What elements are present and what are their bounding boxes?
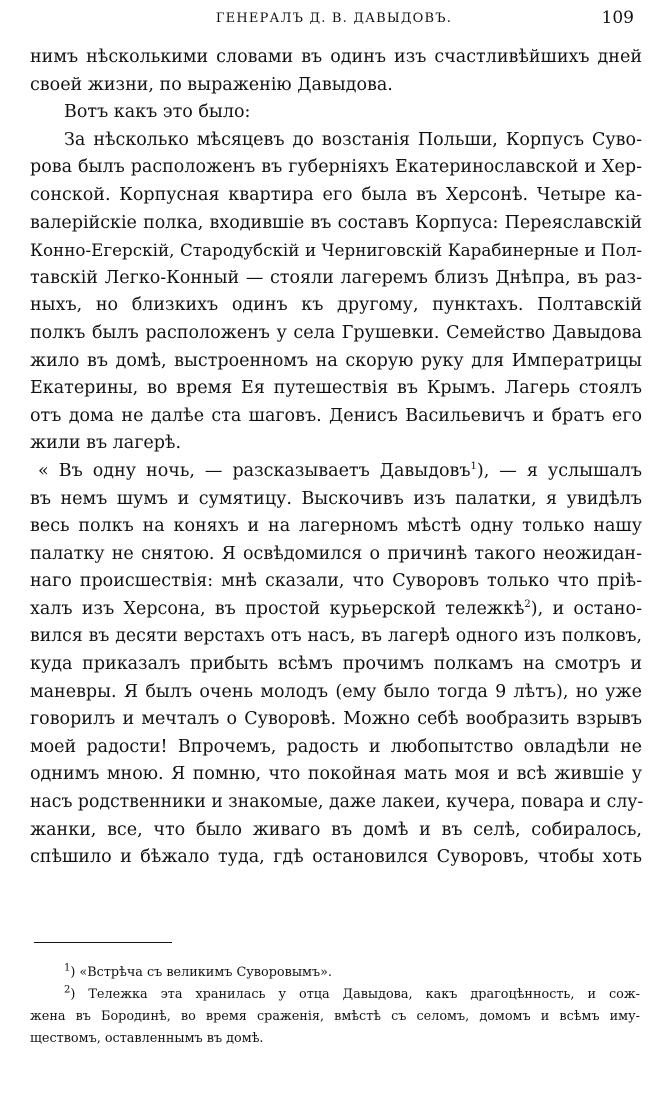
text-line: жило въ домѣ, выстроенномъ на скорую руку для Императрицы — [30, 350, 642, 371]
text-line: сонской. Корпусная квартира его была въ Херсонѣ. Четыре ка- — [30, 184, 642, 205]
text-segment: « Въ одну ночь, — разсказываетъ Давыдовъ — [38, 460, 471, 481]
text-line: говорилъ и мечталъ о Суворовѣ. Можно себѣ вообразить взрывъ — [30, 709, 642, 730]
text-line: нимъ нѣсколькими словами въ одинъ изъ счастливѣйшихъ дней — [30, 47, 642, 67]
text-line: Екатерины, во время Ея путешествія въ Крымъ. Лагерь стоялъ — [30, 378, 642, 399]
footnote-ref: 1 — [470, 461, 477, 473]
text-line: въ немъ шумъ и сумятицу. Выскочивъ изъ палатки, я увидѣлъ — [30, 488, 642, 509]
text-line: вился въ десяти верстахъ отъ насъ, въ лагерѣ одного изъ полковъ, — [30, 626, 642, 647]
footnotes — [30, 962, 640, 1050]
text-line: жанки, все, что было живаго въ домѣ и въ селѣ, собиралось, — [30, 819, 642, 840]
footnote-marker: 2 — [64, 984, 71, 996]
text-line — [30, 458, 642, 486]
page-header — [30, 8, 638, 30]
text-segment: ), и остано- — [530, 598, 642, 619]
text-line: полкъ былъ расположенъ у села Грушевки. Семейство Давыдова — [30, 322, 642, 343]
text-segment: халъ изъ Херсона, въ простой курьерской тележкѣ — [30, 598, 525, 619]
text-line: Конно-Егерскій, Стародубскій и Черниговскій Карабинерные и Пол- — [30, 240, 642, 261]
text-line — [30, 596, 642, 624]
text-line: наго происшествія: мнѣ сказали, что Суворовъ только что пріѣ- — [30, 571, 642, 592]
footnote-2-line: ществомъ, оставленнымъ въ домѣ. — [30, 1031, 264, 1046]
text-line: ныхъ, но близкихъ одинъ къ другому, пунктахъ. Полтавскій — [30, 295, 642, 316]
footnote-text: ) «Встрѣча съ великимъ Суворовымъ». — [70, 965, 332, 980]
footnote-marker: 1 — [64, 962, 71, 974]
text-line: рова былъ расположенъ въ губерніяхъ Екатеринославской и Хер- — [30, 157, 642, 178]
footnote-1 — [30, 962, 640, 984]
text-line: моей радости! Впрочемъ, радость и любопытство овладѣли не — [30, 736, 642, 757]
text-line: куда приказалъ прибыть всѣмъ прочимъ полкамъ на смотръ и — [30, 654, 642, 675]
footnote-2 — [30, 984, 640, 1006]
text-line: валерійскіе полка, входившіе въ составъ Корпуса: Переяславскій — [30, 212, 642, 233]
body-text — [30, 44, 642, 872]
text-line: маневры. Я былъ очень молодъ (ему было тогда 9 лѣтъ), но уже — [30, 681, 642, 702]
footnote-divider — [34, 942, 172, 943]
text-line: спѣшило и бѣжало туда, гдѣ остановился Суворовъ, чтобы хоть — [30, 847, 642, 868]
text-line: однимъ мною. Я помню, что покойная мать моя и всѣ жившіе у — [30, 764, 642, 785]
text-segment: ), — я услышалъ — [476, 460, 642, 481]
text-line: отъ дома не далѣе ста шаговъ. Денисъ Васильевичъ и братъ его — [30, 405, 642, 426]
page-number: 109 — [601, 8, 634, 28]
text-line: весь полкъ на коняхъ и на лагерномъ мѣстѣ одну только нашу — [30, 516, 642, 537]
text-line: тавскій Легко-Конный — стояли лагеремъ близъ Днѣпра, въ раз- — [30, 267, 642, 288]
footnote-ref: 2 — [524, 599, 531, 611]
text-line: своей жизни, по выраженію Давыдова. — [30, 74, 393, 95]
text-line: За нѣсколько мѣсяцевъ до возстанія Польши, Корпусъ Суво- — [64, 129, 642, 150]
footnote-text: ) Тележка эта хранилась у отца Давыдова, какъ драгоцѣнность, и сож- — [70, 987, 640, 1002]
footnote-2-line: жена въ Бородинѣ, во время сраженія, вмѣстѣ съ селомъ, домомъ и всѣмъ иму- — [30, 1009, 640, 1024]
text-line: палатку не снятою. Я освѣдомился о причинѣ такого неожидан- — [30, 543, 642, 564]
text-line: насъ родственники и знакомые, даже лакеи, кучера, повара и слу- — [30, 792, 644, 813]
text-line: Вотъ какъ это было: — [64, 102, 251, 123]
text-line: жили въ лагерѣ. — [30, 433, 182, 454]
running-head: ГЕНЕРАЛЪ Д. В. ДАВЫДОВЪ. — [215, 11, 453, 26]
